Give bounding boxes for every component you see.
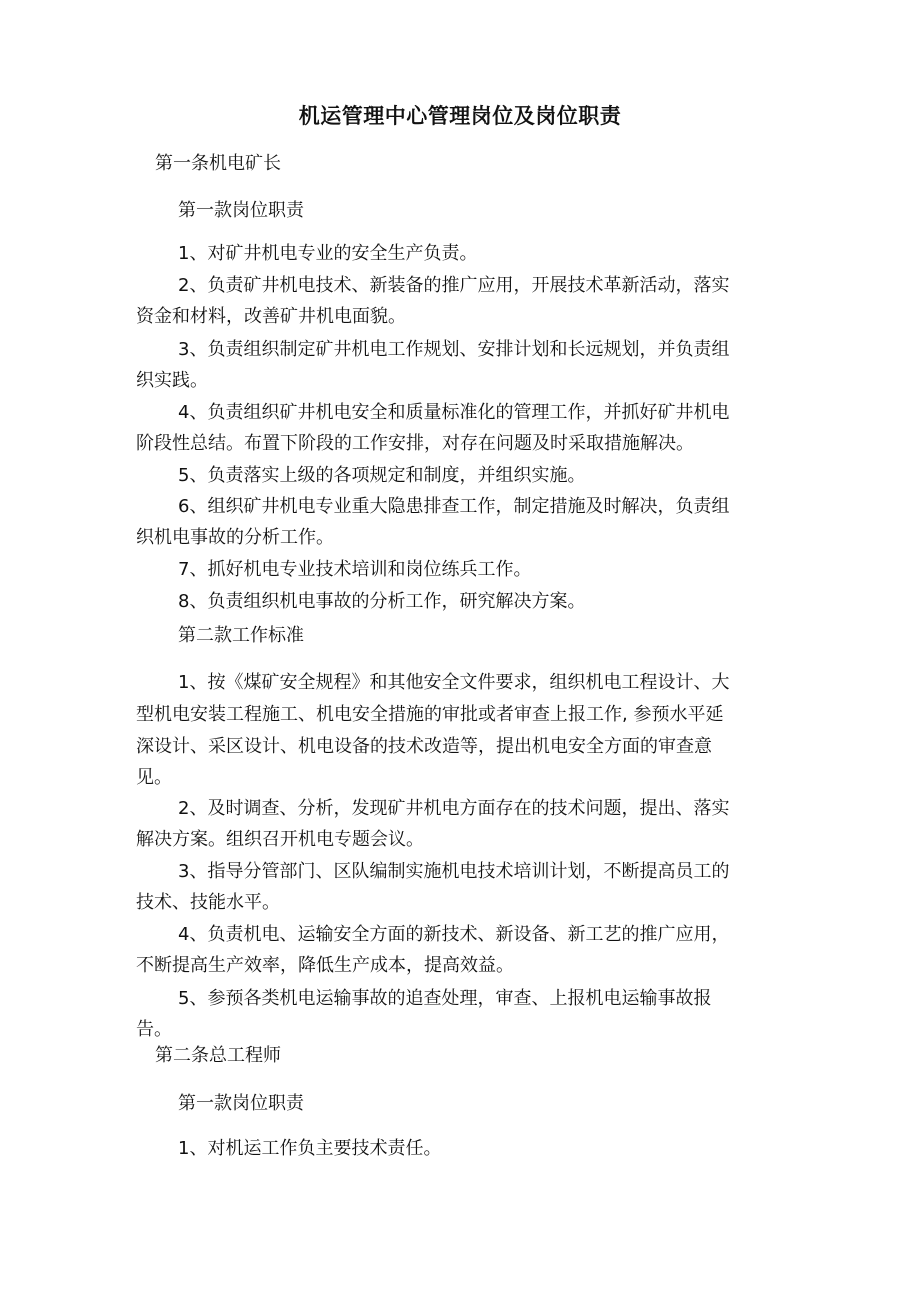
list-item-continuation: 告。 <box>136 1019 172 1040</box>
list-item-continuation: 技术、技能水平。 <box>136 892 280 913</box>
list-item-continuation: 解决方案。组织召开机电专题会议。 <box>136 829 424 850</box>
list-item: 5、负责落实上级的各项规定和制度，并组织实施。 <box>178 465 586 486</box>
list-item: 4、负责组织矿井机电安全和质量标准化的管理工作，并抓好矿井机电 <box>178 402 730 423</box>
list-item-continuation: 织实践。 <box>136 370 208 391</box>
list-item: 1、对矿井机电专业的安全生产负责。 <box>178 243 478 264</box>
list-item-continuation: 见。 <box>136 767 172 788</box>
list-item: 2、及时调查、分析，发现矿井机电方面存在的技术问题，提出、落实 <box>178 798 730 819</box>
list-item-continuation: 织机电事故的分析工作。 <box>136 527 334 548</box>
clause-heading: 第一款岗位职责 <box>178 1093 304 1114</box>
list-item: 4、负责机电、运输安全方面的新技术、新设备、新工艺的推广应用， <box>178 924 730 945</box>
list-item: 8、负责组织机电事故的分析工作，研究解决方案。 <box>178 591 586 612</box>
list-item: 1、对机运工作负主要技术责任。 <box>178 1138 442 1159</box>
article-heading: 第二条总工程师 <box>155 1045 281 1066</box>
list-item: 2、负责矿井机电技术、新装备的推广应用，开展技术革新活动，落实 <box>178 275 730 296</box>
list-item: 3、指导分管部门、区队编制实施机电技术培训计划，不断提高员工的 <box>178 861 730 882</box>
list-item: 1、按《煤矿安全规程》和其他安全文件要求，组织机电工程设计、大 <box>178 672 730 693</box>
list-item: 7、抓好机电专业技术培训和岗位练兵工作。 <box>178 559 532 580</box>
article-heading: 第一条机电矿长 <box>155 153 281 174</box>
list-item: 3、负责组织制定矿井机电工作规划、安排计划和长远规划，并负责组 <box>178 339 730 360</box>
list-item-continuation: 不断提高生产效率，降低生产成本，提高效益。 <box>136 955 514 976</box>
clause-heading: 第二款工作标准 <box>178 625 304 646</box>
list-item-continuation: 资金和材料，改善矿井机电面貌。 <box>136 306 406 327</box>
list-item: 6、组织矿井机电专业重大隐患排查工作，制定措施及时解决，负责组 <box>178 496 730 517</box>
list-item-continuation: 型机电安装工程施工、机电安全措施的审批或者审查上报工作, 参预水平延 <box>136 704 724 725</box>
clause-heading: 第一款岗位职责 <box>178 200 304 221</box>
document-title: 机运管理中心管理岗位及岗位职责 <box>298 104 622 128</box>
list-item-continuation: 阶段性总结。布置下阶段的工作安排，对存在问题及时采取措施解决。 <box>136 433 694 454</box>
list-item: 5、参预各类机电运输事故的追查处理，审查、上报机电运输事故报 <box>178 988 712 1009</box>
list-item-continuation: 深设计、采区设计、机电设备的技术改造等，提出机电安全方面的审查意 <box>136 736 712 757</box>
